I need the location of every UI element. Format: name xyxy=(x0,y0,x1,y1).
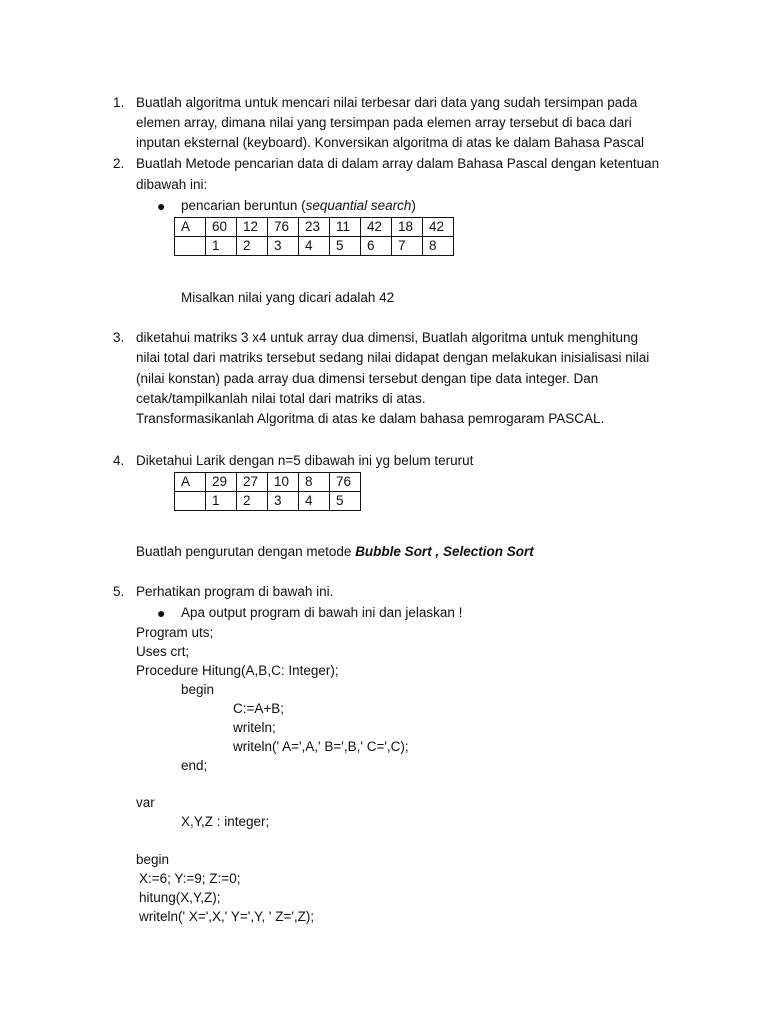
table-cell: 2 xyxy=(237,492,268,511)
q2-note: Misalkan nilai yang dicari adalah 42 xyxy=(181,290,395,305)
q1-line-1: Buatlah algoritma untuk mencari nilai terbesar dari data yang sudah tersimpan pada xyxy=(136,95,638,110)
table-cell: 4 xyxy=(299,492,330,511)
table-row xyxy=(175,218,454,237)
q4-line: Diketahui Larik dengan n=5 dibawah ini yg belum terurut xyxy=(136,453,474,468)
code-line: var xyxy=(136,795,155,810)
q4-array-table xyxy=(174,472,361,511)
code-line: writeln; xyxy=(233,720,276,735)
table-cell: 6 xyxy=(361,237,392,256)
q5-bullet: Apa output program di bawah ini dan jelaskan ! xyxy=(181,605,463,620)
code-line: Program uts; xyxy=(136,625,214,640)
q2-bullet-italic: sequantial search xyxy=(305,198,412,213)
table-cell: 3 xyxy=(268,237,299,256)
table-cell: 12 xyxy=(237,218,268,237)
code-line: X:=6; Y:=9; Z:=0; xyxy=(139,871,241,886)
q1-line-2: elemen array, dimana nilai yang tersimpan pada elemen array tersebut di baca dari xyxy=(136,115,632,130)
q3-line-4: cetak/tampilkanlah nilai total dari matriks di atas. xyxy=(136,391,426,406)
code-line: C:=A+B; xyxy=(233,701,285,716)
table-cell: A xyxy=(175,218,206,237)
q3-line-5: Transformasikanlah Algoritma di atas ke dalam bahasa pemrogaram PASCAL. xyxy=(136,411,605,426)
q4-sort-instruction xyxy=(136,542,534,562)
q1-number: 1. xyxy=(113,95,125,110)
table-cell: 18 xyxy=(392,218,423,237)
q5-number: 5. xyxy=(113,584,125,599)
table-cell: 4 xyxy=(299,237,330,256)
code-line: hitung(X,Y,Z); xyxy=(139,890,221,905)
q4-sort-methods: Bubble Sort , Selection Sort xyxy=(355,544,534,559)
table-cell: 76 xyxy=(268,218,299,237)
table-cell: 42 xyxy=(361,218,392,237)
q2-bullet xyxy=(181,196,416,216)
q4-sort-prefix: Buatlah pengurutan dengan metode xyxy=(136,544,356,559)
q3-line-1: diketahui matriks 3 x4 untuk array dua dimensi, Buatlah algoritma untuk menghitung xyxy=(136,330,639,345)
q2-line-1: Buatlah Metode pencarian data di dalam array dalam Bahasa Pascal dengan ketentuan xyxy=(136,156,660,171)
table-cell xyxy=(175,492,206,511)
q2-number: 2. xyxy=(113,156,125,171)
q3-number: 3. xyxy=(113,330,125,345)
table-cell: 60 xyxy=(206,218,237,237)
table-cell: 1 xyxy=(206,237,237,256)
table-cell: 1 xyxy=(206,492,237,511)
table-cell: 23 xyxy=(299,218,330,237)
table-cell: 29 xyxy=(206,473,237,492)
table-cell: 11 xyxy=(330,218,361,237)
q2-bullet-suffix: ) xyxy=(411,198,416,213)
q3-line-3: (nilai konstan) pada array dua dimensi tersebut dengan tipe data integer. Dan xyxy=(136,371,599,386)
table-cell: 27 xyxy=(237,473,268,492)
table-cell xyxy=(175,237,206,256)
q3-line-2: nilai total dari matriks tersebut sedang nilai didapat dengan melakukan inisialisasi nilai xyxy=(136,350,650,365)
table-cell: 76 xyxy=(330,473,361,492)
table-cell: 3 xyxy=(268,492,299,511)
q2-line-2: dibawah ini: xyxy=(136,177,208,192)
bullet-icon: ● xyxy=(157,198,166,214)
code-line: writeln(' X=',X,' Y=',Y, ' Z=',Z); xyxy=(139,909,315,924)
bullet-icon: ● xyxy=(157,605,166,621)
code-line: Procedure Hitung(A,B,C: Integer); xyxy=(136,663,339,678)
table-cell: 2 xyxy=(237,237,268,256)
code-line: X,Y,Z : integer; xyxy=(181,814,270,829)
table-row xyxy=(175,492,361,511)
table-cell: 7 xyxy=(392,237,423,256)
table-cell: A xyxy=(175,473,206,492)
table-row xyxy=(175,237,454,256)
q2-array-table xyxy=(174,217,454,256)
code-line: begin xyxy=(136,852,170,867)
code-line: begin xyxy=(181,682,215,697)
table-row xyxy=(175,473,361,492)
q5-line: Perhatikan program di bawah ini. xyxy=(136,584,334,599)
table-cell: 8 xyxy=(423,237,454,256)
table-cell: 42 xyxy=(423,218,454,237)
q4-number: 4. xyxy=(113,453,125,468)
q2-bullet-prefix: pencarian beruntun ( xyxy=(181,198,306,213)
code-line: end; xyxy=(181,758,208,773)
table-cell: 5 xyxy=(330,492,361,511)
q1-line-3: inputan eksternal (keyboard). Konversikan algoritma di atas ke dalam Bahasa Pascal xyxy=(136,135,645,150)
code-line: writeln(' A=',A,' B=',B,' C=',C); xyxy=(233,739,409,754)
table-cell: 10 xyxy=(268,473,299,492)
table-cell: 8 xyxy=(299,473,330,492)
code-line: Uses crt; xyxy=(136,644,190,659)
table-cell: 5 xyxy=(330,237,361,256)
